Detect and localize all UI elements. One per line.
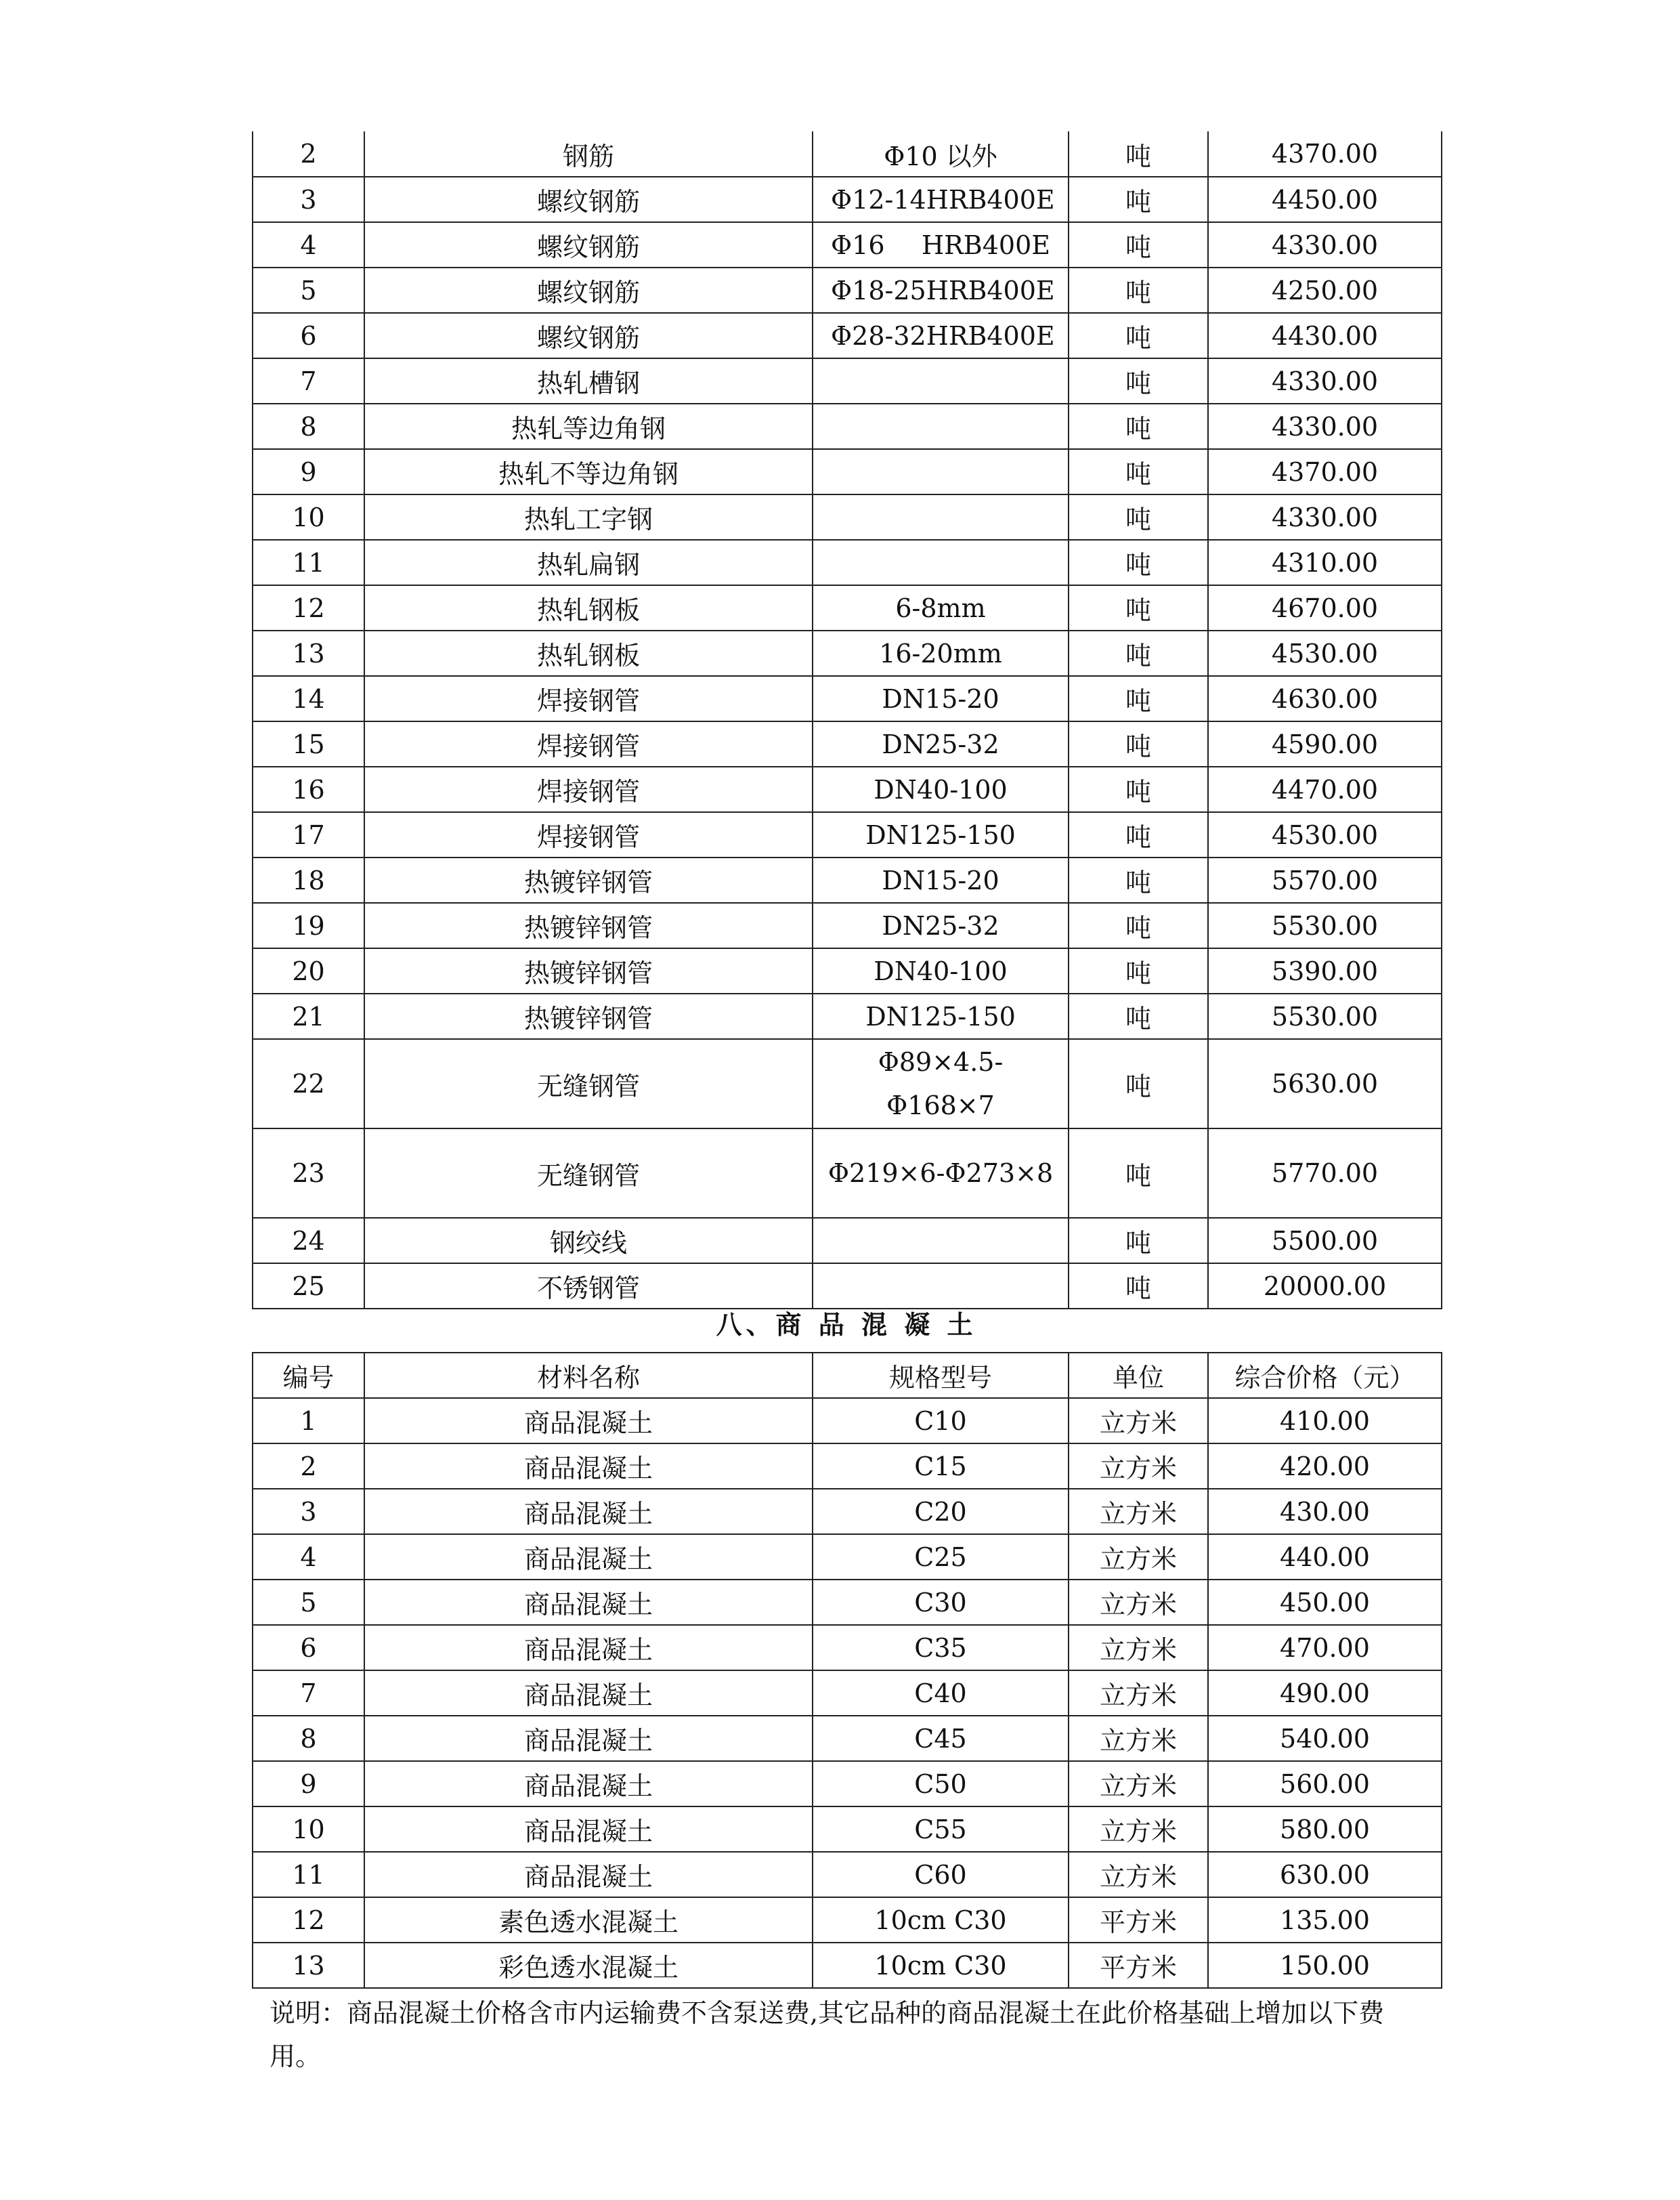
material-name: 商品混凝土 [364,1625,813,1670]
material-name: 热轧等边角钢 [364,404,813,449]
price: 420.00 [1208,1443,1442,1489]
table-row [253,1443,1442,1489]
table-row [253,631,1442,676]
row-number: 5 [253,268,364,313]
spec: C55 [813,1806,1069,1852]
spec: C50 [813,1761,1069,1806]
unit: 吨 [1069,358,1208,404]
table-row [253,1761,1442,1806]
table-row [253,994,1442,1039]
section-title: 八、商 品 混 凝 土 [716,1310,977,1340]
spec: Φ219×6-Φ273×8 [813,1128,1069,1218]
unit: 立方米 [1069,1670,1208,1716]
header-number: 编号 [253,1353,364,1398]
material-name: 商品混凝土 [364,1806,813,1852]
row-number: 4 [253,1534,364,1580]
unit: 吨 [1069,313,1208,358]
spec [813,404,1069,449]
row-number: 16 [253,767,364,812]
material-name: 焊接钢管 [364,721,813,767]
unit: 吨 [1069,540,1208,585]
material-name: 不锈钢管 [364,1263,813,1309]
header-price: 综合价格（元） [1208,1353,1442,1398]
unit: 吨 [1069,903,1208,948]
table-row [253,585,1442,631]
table-row [253,1218,1442,1263]
spec [813,358,1069,404]
price: 5530.00 [1208,994,1442,1039]
unit: 立方米 [1069,1398,1208,1443]
table-row [253,721,1442,767]
table-row [253,404,1442,449]
price: 4590.00 [1208,721,1442,767]
unit: 吨 [1069,721,1208,767]
row-number: 9 [253,1761,364,1806]
table-row [253,1489,1442,1534]
spec: DN125-150 [813,994,1069,1039]
price: 150.00 [1208,1943,1442,1988]
table-row [253,1263,1442,1309]
unit: 立方米 [1069,1580,1208,1625]
material-name: 螺纹钢筋 [364,313,813,358]
unit: 吨 [1069,1218,1208,1263]
row-number: 12 [253,1897,364,1943]
material-name: 螺纹钢筋 [364,268,813,313]
spec: C60 [813,1852,1069,1897]
material-name: 商品混凝土 [364,1761,813,1806]
spec [813,1263,1069,1309]
material-name: 商品混凝土 [364,1489,813,1534]
table-row [253,1534,1442,1580]
spec-grade: HRB400E [926,320,1055,351]
row-number: 21 [253,994,364,1039]
spec: DN40-100 [813,948,1069,994]
row-number: 1 [253,1398,364,1443]
material-name: 商品混凝土 [364,1580,813,1625]
spec: C25 [813,1534,1069,1580]
price: 4530.00 [1208,812,1442,858]
material-name: 热轧槽钢 [364,358,813,404]
table-row [253,1128,1442,1218]
price: 5390.00 [1208,948,1442,994]
price: 4370.00 [1208,449,1442,494]
unit: 立方米 [1069,1852,1208,1897]
row-number: 18 [253,858,364,903]
unit: 立方米 [1069,1443,1208,1489]
price-note: 说明：商品混凝土价格含市内运输费不含泵送费,其它品种的商品混凝土在此价格基础上增加以下费用。 [270,1998,1385,2071]
row-number: 10 [253,1806,364,1852]
material-name: 素色透水混凝土 [364,1897,813,1943]
unit: 吨 [1069,1128,1208,1218]
table-row [253,1398,1442,1443]
unit: 立方米 [1069,1534,1208,1580]
price: 430.00 [1208,1489,1442,1534]
material-name: 焊接钢管 [364,812,813,858]
spec: 16-20mm [813,631,1069,676]
spec-diameter: Φ12-14 [831,184,926,215]
price: 4330.00 [1208,222,1442,268]
price: 560.00 [1208,1761,1442,1806]
price: 630.00 [1208,1852,1442,1897]
spec-grade: HRB400E [926,184,1055,215]
spec [813,177,1069,222]
price: 4430.00 [1208,313,1442,358]
unit: 吨 [1069,222,1208,268]
price: 4250.00 [1208,268,1442,313]
table-row [253,676,1442,721]
table-row [253,903,1442,948]
material-name: 商品混凝土 [364,1670,813,1716]
spec-grade: HRB400E [922,230,1050,260]
row-number: 22 [253,1039,364,1128]
table-row [253,1852,1442,1897]
unit: 吨 [1069,1039,1208,1128]
spec: C40 [813,1670,1069,1716]
unit: 吨 [1069,404,1208,449]
table-row [253,948,1442,994]
table-row [253,812,1442,858]
table-row [253,131,1442,177]
table-row [253,313,1442,358]
unit: 立方米 [1069,1761,1208,1806]
price: 5500.00 [1208,1218,1442,1263]
unit: 平方米 [1069,1943,1208,1988]
header-material-name: 材料名称 [364,1353,813,1398]
table-row [253,449,1442,494]
row-number: 24 [253,1218,364,1263]
material-name: 热轧钢板 [364,631,813,676]
row-number: 6 [253,1625,364,1670]
unit: 吨 [1069,631,1208,676]
price: 410.00 [1208,1398,1442,1443]
table-row [253,1039,1442,1128]
unit: 立方米 [1069,1806,1208,1852]
unit: 吨 [1069,948,1208,994]
unit: 吨 [1069,676,1208,721]
material-name: 热镀锌钢管 [364,948,813,994]
row-number: 25 [253,1263,364,1309]
unit: 吨 [1069,449,1208,494]
spec: DN15-20 [813,858,1069,903]
material-name: 彩色透水混凝土 [364,1943,813,1988]
price: 5530.00 [1208,903,1442,948]
spec [813,449,1069,494]
price: 450.00 [1208,1580,1442,1625]
price: 20000.00 [1208,1263,1442,1309]
unit: 吨 [1069,812,1208,858]
unit: 立方米 [1069,1716,1208,1761]
row-number: 13 [253,631,364,676]
material-name: 螺纹钢筋 [364,222,813,268]
table-row [253,177,1442,222]
spec: Φ10 以外 [813,131,1069,177]
price: 4370.00 [1208,131,1442,177]
header-spec: 规格型号 [813,1353,1069,1398]
row-number: 5 [253,1580,364,1625]
spec-diameter: Φ28-32 [831,320,926,351]
price: 4310.00 [1208,540,1442,585]
price: 580.00 [1208,1806,1442,1852]
row-number: 19 [253,903,364,948]
unit: 吨 [1069,994,1208,1039]
unit: 吨 [1069,494,1208,540]
price: 4530.00 [1208,631,1442,676]
spec: C35 [813,1625,1069,1670]
material-name: 热镀锌钢管 [364,858,813,903]
material-name: 热轧不等边角钢 [364,449,813,494]
spec: 10cm C30 [813,1897,1069,1943]
material-name: 焊接钢管 [364,767,813,812]
spec [813,540,1069,585]
price: 4330.00 [1208,494,1442,540]
spec-diameter: Φ16 [831,230,885,260]
row-number: 3 [253,1489,364,1534]
spec: C20 [813,1489,1069,1534]
material-name: 钢筋 [364,131,813,177]
steel-price-table [252,131,1442,1309]
row-number: 8 [253,404,364,449]
row-number: 12 [253,585,364,631]
header-unit: 单位 [1069,1353,1208,1398]
row-number: 7 [253,358,364,404]
price: 4330.00 [1208,358,1442,404]
table-row [253,1943,1442,1988]
row-number: 2 [253,131,364,177]
spec: 6-8mm [813,585,1069,631]
material-name: 热镀锌钢管 [364,903,813,948]
unit: 吨 [1069,585,1208,631]
unit: 平方米 [1069,1897,1208,1943]
row-number: 4 [253,222,364,268]
row-number: 2 [253,1443,364,1489]
spec [813,494,1069,540]
unit: 吨 [1069,131,1208,177]
table-row [253,767,1442,812]
spec: DN25-32 [813,721,1069,767]
material-name: 无缝钢管 [364,1128,813,1218]
unit: 吨 [1069,858,1208,903]
spec: C45 [813,1716,1069,1761]
material-name: 商品混凝土 [364,1534,813,1580]
table-header-row [253,1353,1442,1398]
table-row [253,1716,1442,1761]
material-name: 热镀锌钢管 [364,994,813,1039]
unit: 吨 [1069,177,1208,222]
spec [813,268,1069,313]
table-row [253,268,1442,313]
price: 135.00 [1208,1897,1442,1943]
spec-diameter: Φ18-25 [831,275,926,305]
spec: C15 [813,1443,1069,1489]
material-name: 无缝钢管 [364,1039,813,1128]
table-row [253,858,1442,903]
table-row [253,358,1442,404]
row-number: 3 [253,177,364,222]
table-row [253,1625,1442,1670]
price: 470.00 [1208,1625,1442,1670]
price: 4450.00 [1208,177,1442,222]
material-name: 商品混凝土 [364,1398,813,1443]
material-name: 商品混凝土 [364,1443,813,1489]
row-number: 9 [253,449,364,494]
material-name: 螺纹钢筋 [364,177,813,222]
row-number: 8 [253,1716,364,1761]
spec: DN125-150 [813,812,1069,858]
row-number: 7 [253,1670,364,1716]
material-name: 钢绞线 [364,1218,813,1263]
spec [813,222,1069,268]
spec: 10cm C30 [813,1943,1069,1988]
spec: Φ89×4.5-Φ168×7 [813,1039,1069,1128]
row-number: 17 [253,812,364,858]
spec: C10 [813,1398,1069,1443]
table-row [253,1806,1442,1852]
spec [813,1218,1069,1263]
unit: 立方米 [1069,1489,1208,1534]
price: 4670.00 [1208,585,1442,631]
price: 4630.00 [1208,676,1442,721]
row-number: 13 [253,1943,364,1988]
material-name: 热轧钢板 [364,585,813,631]
concrete-price-table [252,1352,1442,1989]
spec-grade: HRB400E [926,275,1055,305]
unit: 立方米 [1069,1625,1208,1670]
unit: 吨 [1069,268,1208,313]
row-number: 15 [253,721,364,767]
material-name: 焊接钢管 [364,676,813,721]
row-number: 11 [253,540,364,585]
row-number: 20 [253,948,364,994]
row-number: 14 [253,676,364,721]
row-number: 23 [253,1128,364,1218]
price: 4470.00 [1208,767,1442,812]
spec: DN15-20 [813,676,1069,721]
table-row [253,494,1442,540]
table-row [253,222,1442,268]
table-row [253,1670,1442,1716]
price: 5770.00 [1208,1128,1442,1218]
material-name: 热轧扁钢 [364,540,813,585]
price: 540.00 [1208,1716,1442,1761]
unit: 吨 [1069,1263,1208,1309]
spec: C30 [813,1580,1069,1625]
row-number: 10 [253,494,364,540]
price: 5570.00 [1208,858,1442,903]
spec: DN25-32 [813,903,1069,948]
spec [813,313,1069,358]
price: 4330.00 [1208,404,1442,449]
spec: DN40-100 [813,767,1069,812]
price: 440.00 [1208,1534,1442,1580]
material-name: 商品混凝土 [364,1716,813,1761]
table-row [253,1580,1442,1625]
table-row [253,540,1442,585]
material-name: 热轧工字钢 [364,494,813,540]
material-name: 商品混凝土 [364,1852,813,1897]
table-row [253,1897,1442,1943]
row-number: 6 [253,313,364,358]
row-number: 11 [253,1852,364,1897]
unit: 吨 [1069,767,1208,812]
price: 490.00 [1208,1670,1442,1716]
price: 5630.00 [1208,1039,1442,1128]
